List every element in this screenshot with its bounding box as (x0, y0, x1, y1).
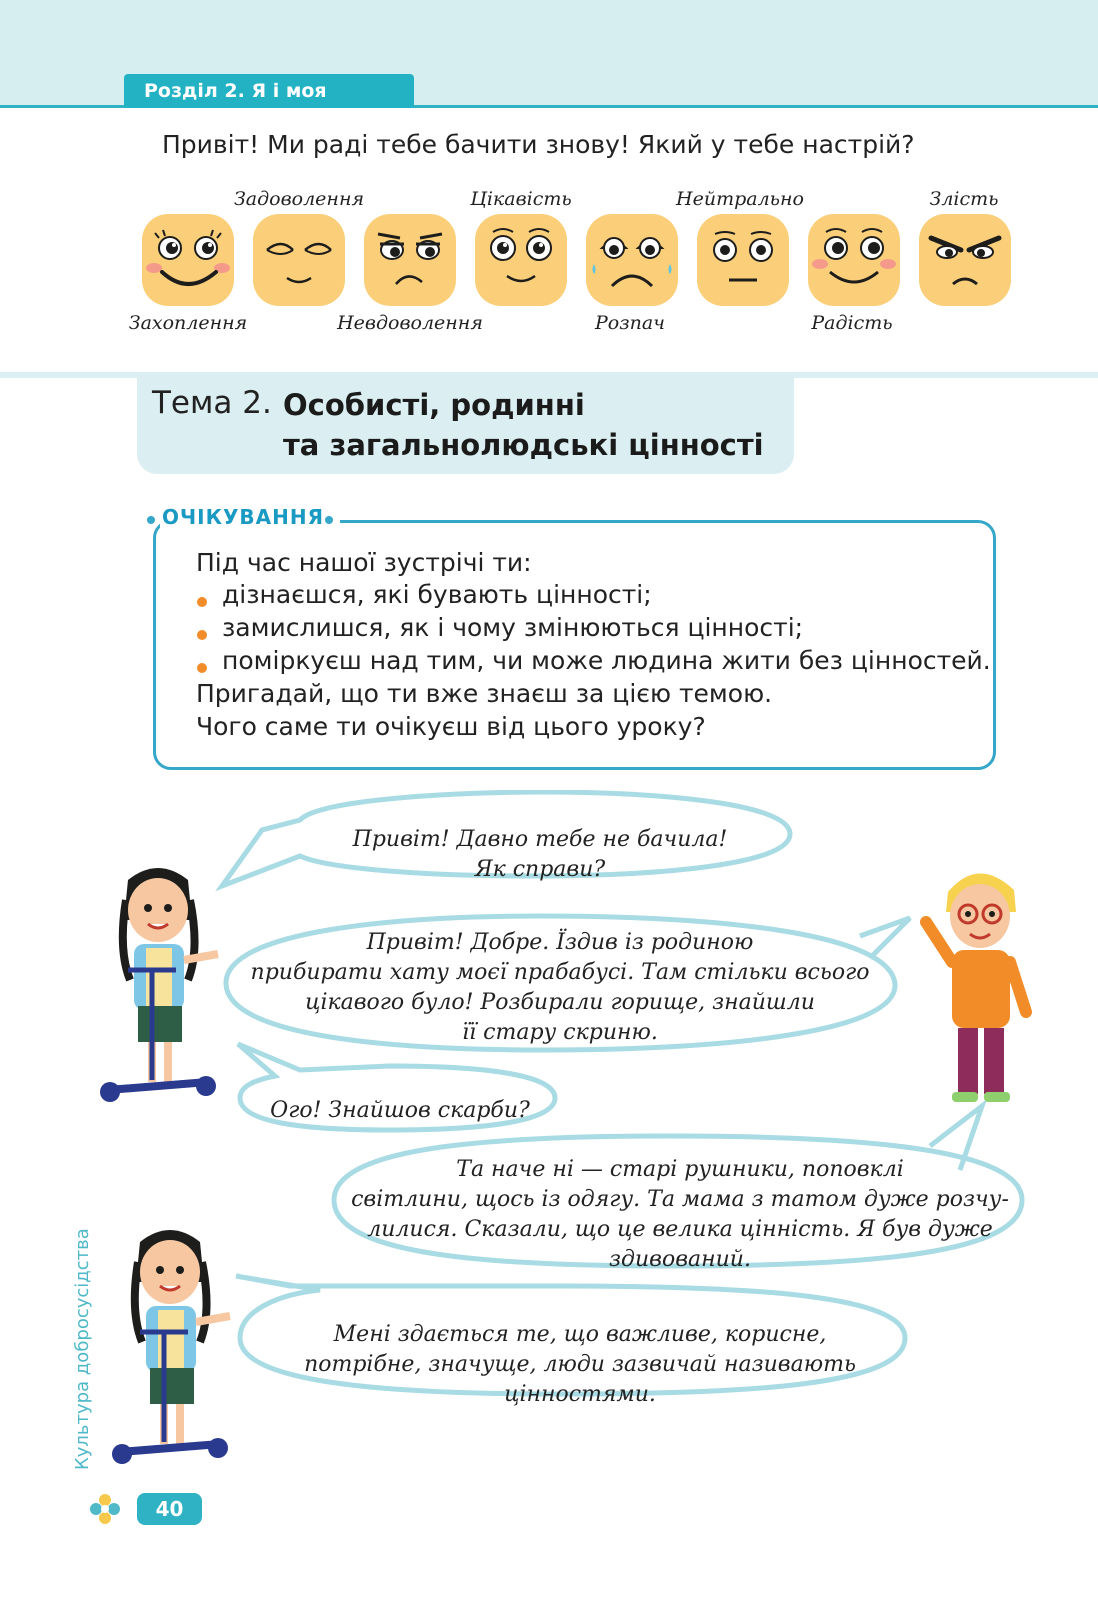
greeting-text: Привіт! Ми раді тебе бачити знову! Який у тебе настрій? (162, 130, 915, 159)
mood-label-displeased: Невдоволення (337, 312, 483, 334)
speech-text-2: Привіт! Добре. Їздив із родиною прибирати хату моєї прабабусі. Там стільки всього цікавого було! Розбирали горище, знайшли її стару скриню. (250, 930, 870, 1045)
speech-text-3: Ого! Знайшов скарби? (270, 1098, 530, 1123)
expectations-outro: Пригадай, що ти вже знаєш за цією темою. (196, 679, 773, 708)
displeased-face-icon[interactable] (362, 212, 458, 308)
expectation-item: замислишся, як і чому змінюються цінності; (222, 613, 804, 642)
anger-face-icon[interactable] (917, 212, 1013, 308)
joy-face-icon[interactable] (806, 212, 902, 308)
mood-label-excited: Захоплення (128, 312, 248, 334)
frame-dot (325, 516, 333, 524)
bullet-dot (197, 663, 207, 673)
expectations-intro: Під час нашої зустрічі ти: (196, 548, 532, 577)
expectations-heading: ОЧІКУВАННЯ (162, 505, 324, 529)
speech-text-4: Та наче ні — старі рушники, поповклі світлини, щось із одягу. Та мама з татом дуже розчу- лилися. Сказали, що це велика цінність. Я був дуже здивований. (351, 1157, 1009, 1272)
girl-on-scooter-illustration (88, 860, 228, 1110)
bullet-dot (197, 630, 207, 640)
topic-label: Тема 2. (152, 385, 272, 421)
frame-dot (147, 516, 155, 524)
expectations-question: Чого саме ти очікуєш від цього уроку? (196, 712, 706, 741)
speech-text-5: Мені здається те, що важливе, корисне, потрібне, значуще, люди зазвичай називають цінностями. (304, 1322, 856, 1407)
excited-face-icon[interactable] (140, 212, 236, 308)
side-label: Культура добросусідства (72, 1228, 93, 1470)
mood-label-curious: Цікавість (470, 188, 572, 210)
expectation-item: поміркуєш над тим, чи може людина жити без цінностей. (222, 646, 991, 675)
expectation-item: дізнаєшся, які бувають цінності; (222, 580, 652, 609)
mood-label-neutral: Нейтрально (676, 188, 804, 210)
topic-title-line2: та загальнолюдські цінності (283, 428, 764, 462)
boy-with-glasses-illustration (918, 862, 1038, 1112)
page-number: 40 (137, 1493, 202, 1525)
bullet-dot (197, 597, 207, 607)
flower-icon (88, 1492, 122, 1526)
mood-label-despair: Розпач (595, 312, 665, 334)
topic-title (283, 385, 764, 465)
mood-label-content: Задоволення (233, 188, 365, 210)
despair-face-icon[interactable] (584, 212, 680, 308)
mood-label-anger: Злість (929, 188, 999, 210)
girl-on-scooter-illustration (100, 1222, 240, 1472)
content-face-icon[interactable] (251, 212, 347, 308)
curious-face-icon[interactable] (473, 212, 569, 308)
topic-title-line1: Особисті, родинні (283, 388, 585, 422)
neutral-face-icon[interactable] (695, 212, 791, 308)
section-title: Розділ 2. Я і моя родина (124, 74, 414, 108)
mood-label-joy: Радість (811, 312, 893, 334)
speech-text-1: Привіт! Давно тебе не бачила! Як справи? (352, 827, 728, 882)
